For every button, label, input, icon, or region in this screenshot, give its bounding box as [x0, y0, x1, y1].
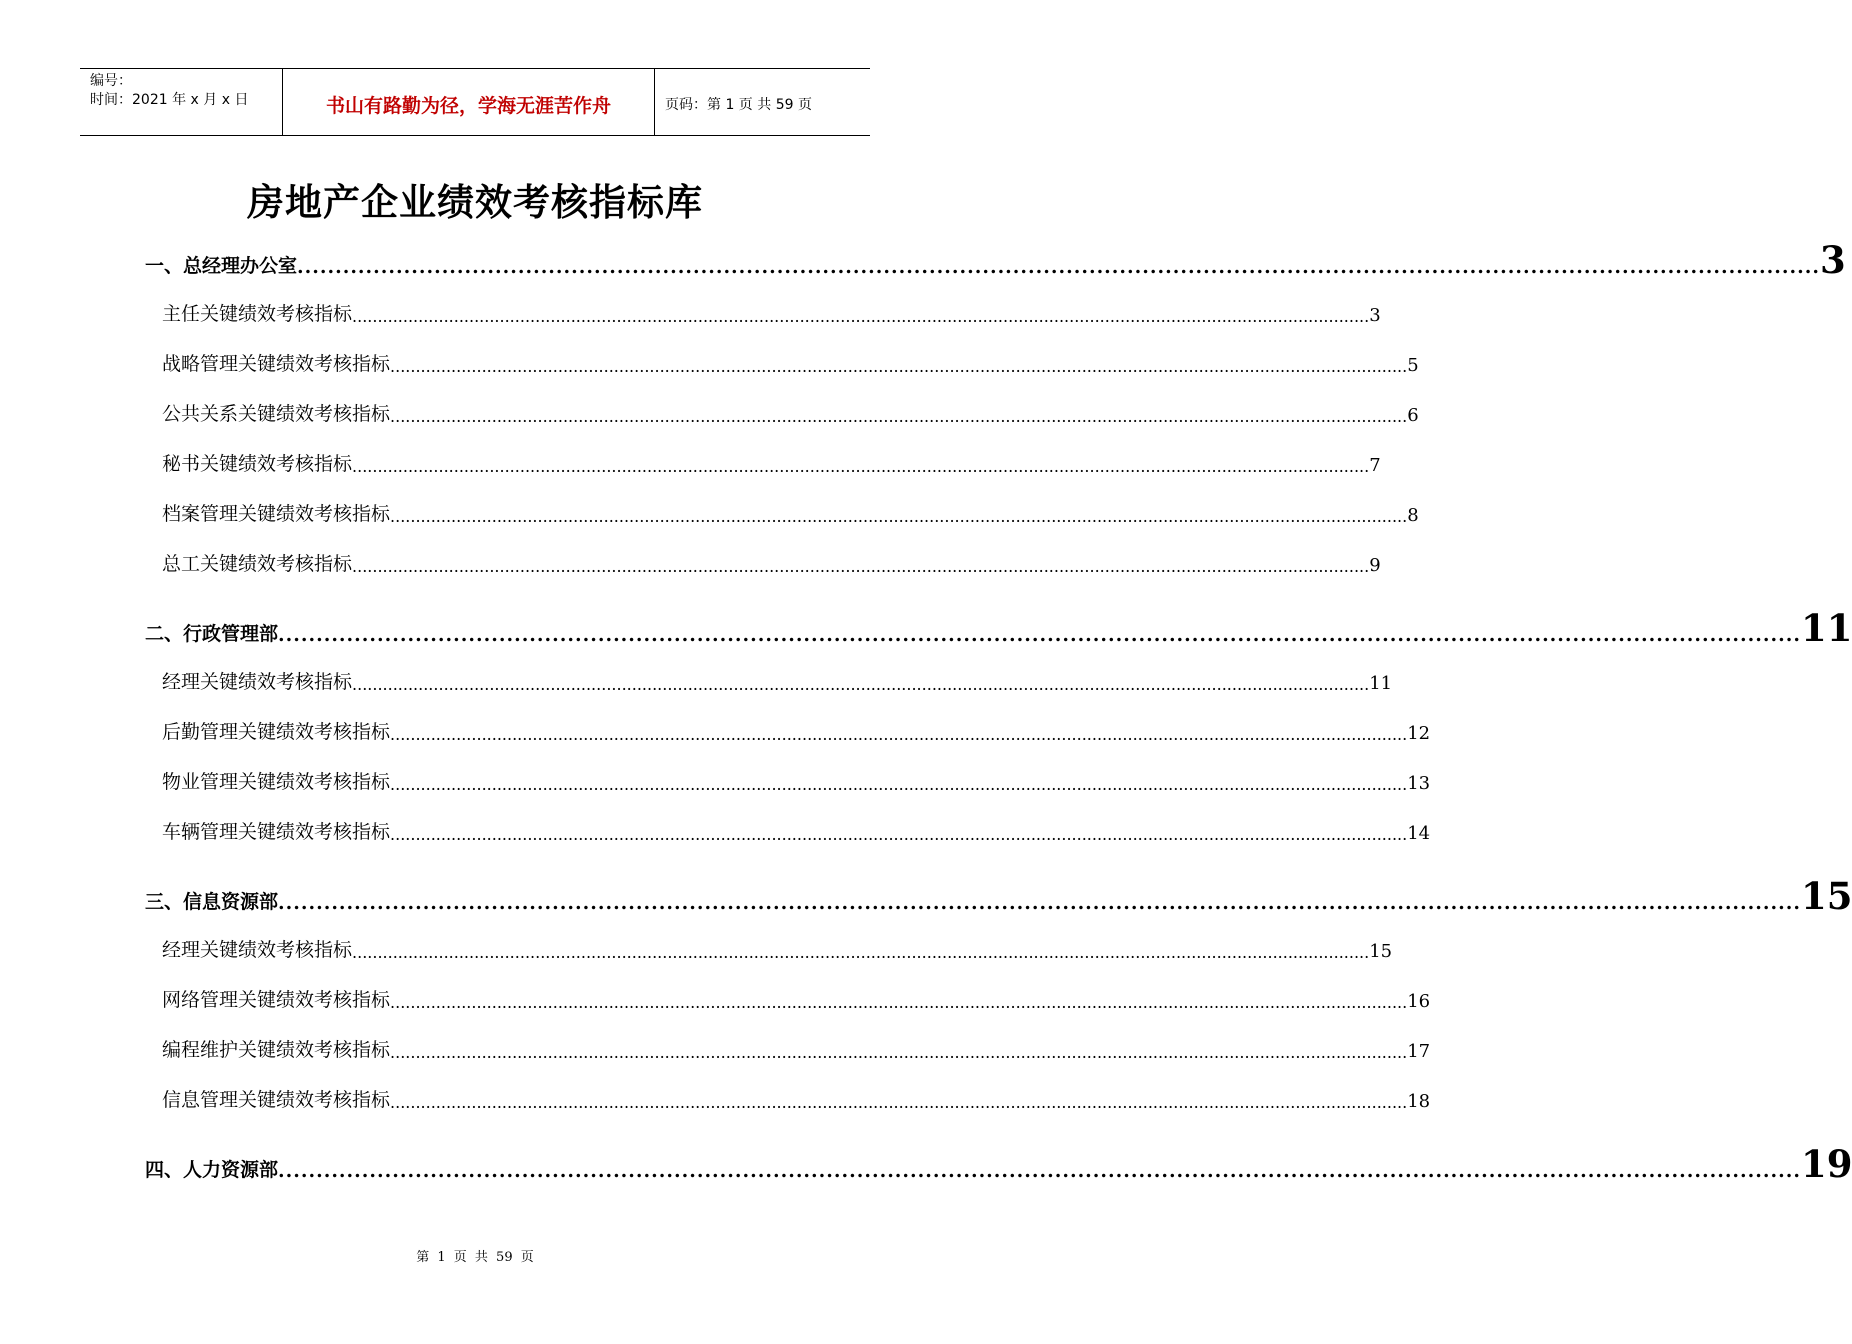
toc-item-label: 经理关键绩效考核指标 — [162, 671, 353, 693]
toc-item-page: 9 — [1369, 555, 1381, 576]
toc-leader: ........................................................................................................................................................................................................ — [390, 993, 1408, 1012]
toc-item-page: 16 — [1407, 991, 1431, 1012]
toc-item-label: 后勤管理关键绩效考核指标 — [162, 721, 391, 743]
toc-item[interactable] — [145, 798, 1431, 848]
toc-leader: ........................................................................................................................................................................................................ — [352, 943, 1370, 962]
toc-item-page: 17 — [1407, 1041, 1431, 1062]
toc-section-label: 一、总经理办公室 — [145, 255, 298, 277]
table-of-contents — [145, 230, 1852, 1186]
toc-item[interactable] — [145, 530, 1381, 580]
toc-leader: ........................................................................................................................................................................................................ — [278, 624, 1801, 646]
toc-gap — [145, 1116, 805, 1134]
toc-leader: ........................................................................................................................................................................................................ — [352, 307, 1370, 326]
toc-leader: ........................................................................................................................................................................................................ — [390, 507, 1408, 526]
toc-section[interactable] — [145, 1134, 1852, 1186]
header-page-info: 页码：第 1 页 共 59 页 — [665, 97, 812, 113]
toc-item[interactable] — [145, 1066, 1431, 1116]
toc-item[interactable] — [145, 698, 1431, 748]
toc-item-label: 信息管理关键绩效考核指标 — [162, 1089, 391, 1111]
header-motto: 书山有路勤为径，学海无涯苦作舟 — [282, 69, 655, 135]
toc-item-page: 8 — [1407, 505, 1419, 526]
header-date: 时间：2021 年 x 月 x 日 — [90, 92, 249, 108]
toc-gap — [145, 848, 805, 866]
toc-section-page: 19 — [1800, 1142, 1852, 1186]
toc-leader: ........................................................................................................................................................................................................ — [352, 675, 1370, 694]
toc-item-label: 战略管理关键绩效考核指标 — [162, 353, 391, 375]
toc-item[interactable] — [145, 280, 1381, 330]
toc-item-page: 13 — [1407, 773, 1431, 794]
toc-leader: ........................................................................................................................................................................................................ — [278, 1160, 1801, 1182]
toc-item-label: 秘书关键绩效考核指标 — [162, 453, 353, 475]
header-meta — [80, 69, 282, 135]
toc-leader: ........................................................................................................................................................................................................ — [390, 357, 1408, 376]
toc-leader: ........................................................................................................................................................................................................ — [390, 407, 1408, 426]
toc-item-page: 6 — [1407, 405, 1419, 426]
header-number: 编号： — [90, 73, 132, 89]
toc-leader: ........................................................................................................................................................................................................ — [352, 557, 1370, 576]
toc-item-page: 14 — [1407, 823, 1431, 844]
toc-item[interactable] — [145, 380, 1419, 430]
toc-section[interactable] — [145, 866, 1852, 918]
toc-section-page: 3 — [1819, 238, 1846, 282]
toc-leader: ........................................................................................................................................................................................................ — [352, 457, 1370, 476]
toc-leader: ........................................................................................................................................................................................................ — [390, 775, 1408, 794]
toc-leader: ........................................................................................................................................................................................................ — [390, 1093, 1408, 1112]
toc-item-label: 主任关键绩效考核指标 — [162, 303, 353, 325]
toc-leader: ........................................................................................................................................................................................................ — [390, 825, 1408, 844]
toc-section-label: 四、人力资源部 — [145, 1159, 279, 1181]
toc-section-label: 二、行政管理部 — [145, 623, 279, 645]
toc-item-page: 15 — [1369, 941, 1393, 962]
toc-section-label: 三、信息资源部 — [145, 891, 279, 913]
toc-item-label: 档案管理关键绩效考核指标 — [162, 503, 391, 525]
toc-item-page: 7 — [1369, 455, 1381, 476]
toc-item[interactable] — [145, 966, 1431, 1016]
toc-item[interactable] — [145, 430, 1381, 480]
toc-gap — [145, 580, 805, 598]
toc-item[interactable] — [145, 916, 1393, 966]
toc-section[interactable] — [145, 230, 1846, 282]
document-title: 房地产企业绩效考核指标库 — [247, 181, 703, 224]
toc-item-label: 车辆管理关键绩效考核指标 — [162, 821, 391, 843]
toc-item-page: 11 — [1369, 673, 1393, 694]
toc-item-page: 18 — [1407, 1091, 1431, 1112]
page-header — [80, 68, 870, 136]
toc-item-label: 物业管理关键绩效考核指标 — [162, 771, 391, 793]
toc-item-label: 经理关键绩效考核指标 — [162, 939, 353, 961]
toc-leader: ........................................................................................................................................................................................................ — [390, 1043, 1408, 1062]
page-footer: 第 1 页 共 59 页 — [416, 1250, 534, 1265]
toc-section-page: 15 — [1800, 874, 1852, 918]
toc-item-page: 5 — [1407, 355, 1419, 376]
toc-section[interactable] — [145, 598, 1852, 650]
toc-item[interactable] — [145, 748, 1431, 798]
toc-item-label: 总工关键绩效考核指标 — [162, 553, 353, 575]
toc-item[interactable] — [145, 480, 1419, 530]
toc-item-label: 公共关系关键绩效考核指标 — [162, 403, 391, 425]
toc-leader: ........................................................................................................................................................................................................ — [390, 725, 1408, 744]
toc-item-label: 编程维护关键绩效考核指标 — [162, 1039, 391, 1061]
toc-item-label: 网络管理关键绩效考核指标 — [162, 989, 391, 1011]
toc-leader: ........................................................................................................................................................................................................ — [278, 892, 1801, 914]
toc-item-page: 12 — [1407, 723, 1431, 744]
toc-leader: ........................................................................................................................................................................................................ — [297, 256, 1820, 278]
toc-section-page: 11 — [1800, 606, 1852, 650]
toc-item[interactable] — [145, 330, 1419, 380]
toc-item[interactable] — [145, 648, 1393, 698]
toc-item-page: 3 — [1369, 305, 1381, 326]
toc-item[interactable] — [145, 1016, 1431, 1066]
